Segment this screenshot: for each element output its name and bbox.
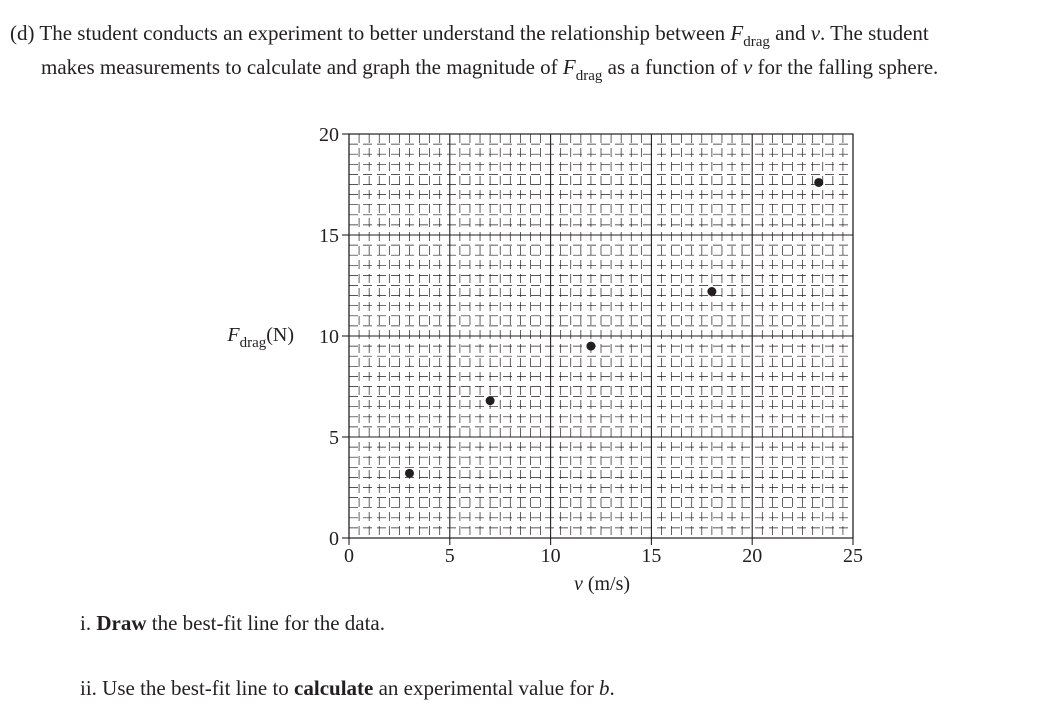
x-tick-label: 0 — [344, 545, 354, 567]
x-tick-label: 10 — [540, 545, 561, 567]
x-axis-label: v (m/s) — [573, 573, 631, 595]
y-tick-label: 15 — [319, 225, 339, 247]
data-point — [405, 469, 414, 478]
x-tick-label: 5 — [444, 545, 455, 567]
chart-points — [405, 178, 823, 478]
intro-text-1c: . The student — [820, 21, 929, 45]
task-ii-verb: calculate — [294, 676, 374, 700]
symbol-v-2: v — [742, 55, 753, 79]
task-ii-end: . — [609, 676, 615, 700]
chart-grid — [349, 134, 853, 538]
y-tick-label: 20 — [319, 124, 339, 146]
intro-text-2a: makes measurements to calculate and graph the magnitude of — [41, 55, 558, 79]
y-tick-label: 5 — [329, 427, 339, 449]
task-ii-prefix: ii. Use the best-fit line to — [80, 676, 289, 700]
y-axis-label: $F_{drag}(N)$ — [227, 324, 294, 351]
symbol-v: v — [810, 21, 821, 45]
data-point — [707, 287, 716, 296]
symbol-f-drag-2: $F_{drag}$ — [562, 55, 603, 84]
x-tick-label: 25 — [843, 545, 863, 567]
intro-text-2b: as a function of — [607, 55, 738, 79]
intro-text-1b: and — [775, 21, 806, 45]
task-i-verb: Draw — [96, 611, 147, 635]
task-ii-text: an experimental value for — [378, 676, 594, 700]
intro-text-2c: for the falling sphere. — [757, 55, 939, 79]
x-tick-label: 15 — [641, 545, 662, 567]
task-i-prefix: i. — [80, 611, 92, 635]
task-i — [80, 611, 385, 636]
x-tick-label: 20 — [742, 545, 763, 567]
part-label: (d) — [10, 21, 35, 45]
y-tick-label: 0 — [329, 528, 339, 550]
symbol-f-drag: $F_{drag}$ — [730, 21, 770, 50]
intro-text-1a: The student conducts an experiment to better understand the relationship between — [39, 21, 726, 45]
symbol-b: b — [599, 676, 610, 700]
task-ii — [80, 676, 615, 701]
data-point — [586, 342, 595, 351]
y-tick-label: 10 — [319, 326, 339, 348]
data-point — [486, 396, 495, 405]
task-i-text: the best-fit line for the data. — [151, 611, 385, 635]
data-point — [814, 178, 823, 187]
